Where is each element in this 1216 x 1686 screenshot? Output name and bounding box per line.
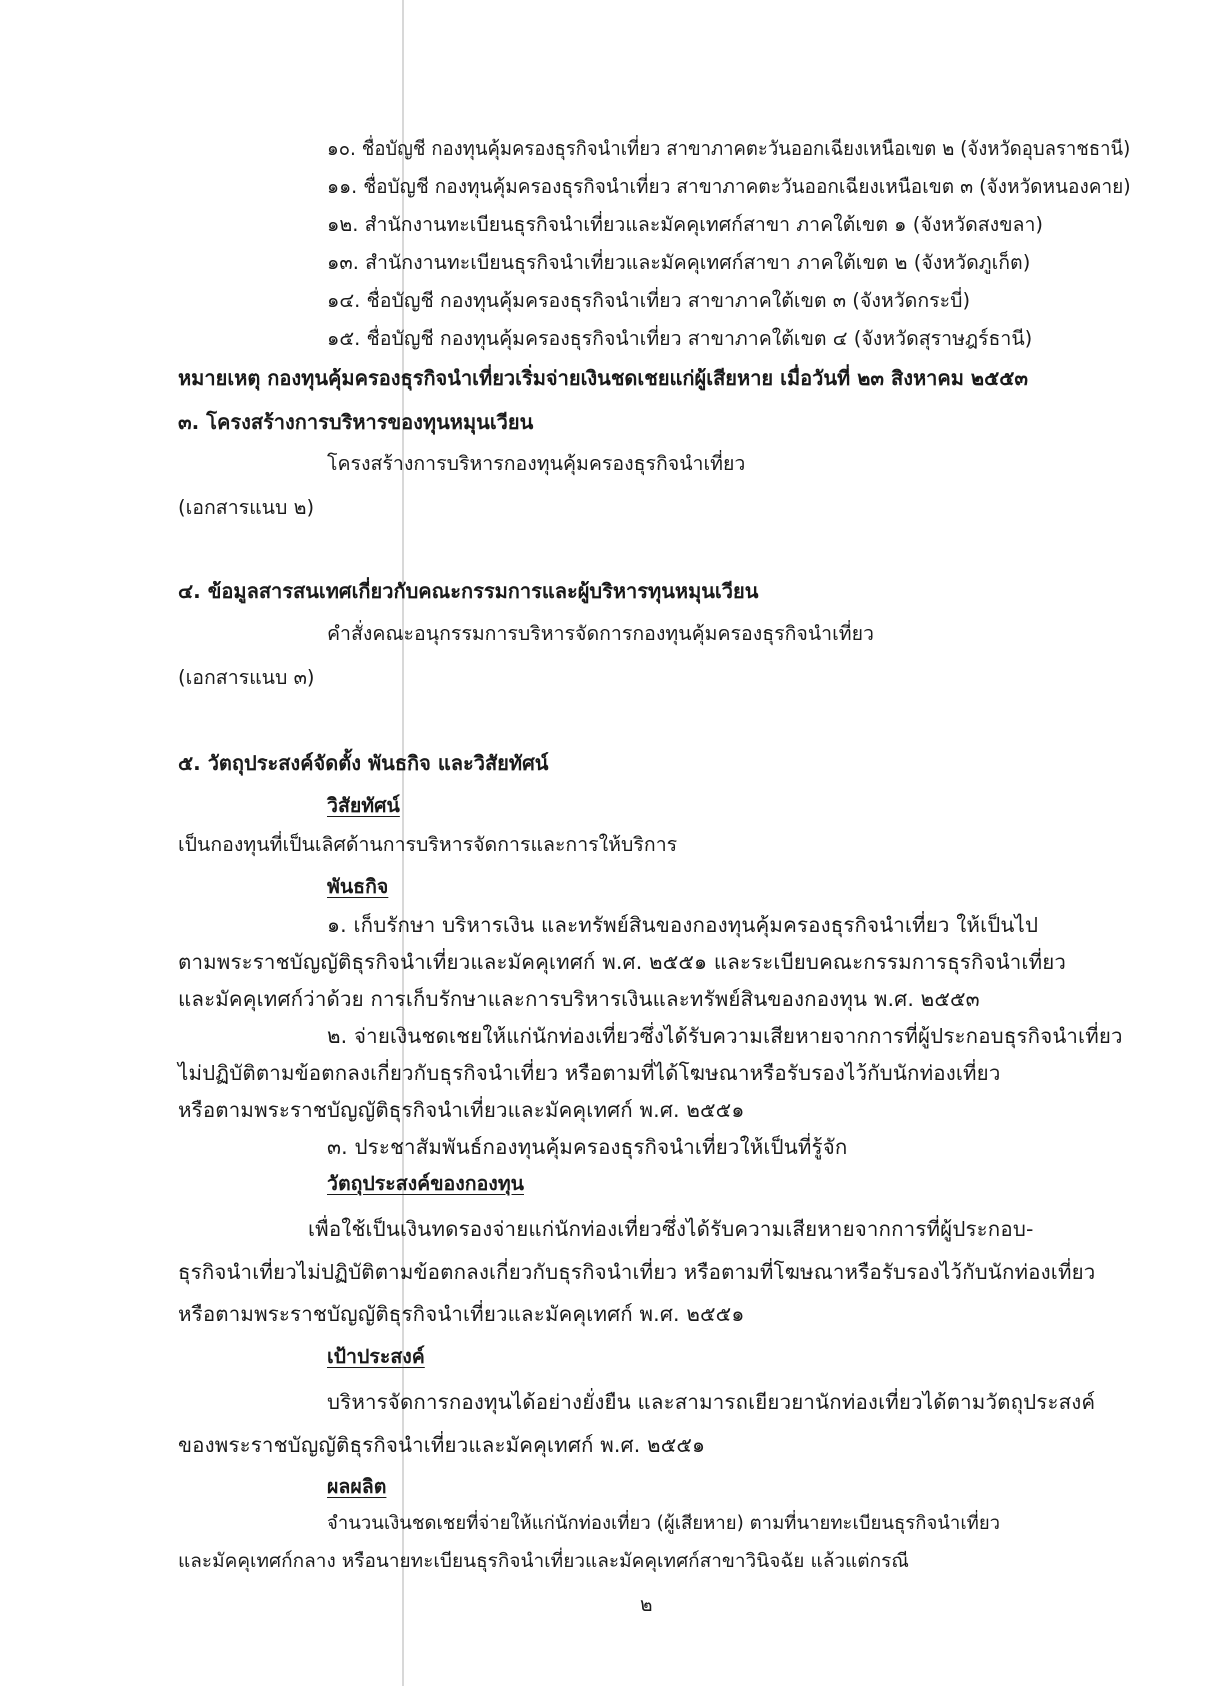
vision-title: วิสัยทัศน์	[327, 794, 400, 817]
output-title: ผลผลิต	[327, 1475, 387, 1498]
mission-line: ไม่ปฏิบัติตามข้อตกลงเกี่ยวกับธุรกิจนำเที่ยว หรือตามที่ได้โฆษณาหรือรับรองไว้กับนักท่องเที่ยว	[178, 1061, 1001, 1085]
mission-line: และมัคคุเทศก์ว่าด้วย การเก็บรักษาและการบริหารเงินและทรัพย์สินของกองทุน พ.ศ. ๒๕๕๓	[178, 987, 980, 1011]
vision-text: เป็นกองทุนที่เป็นเลิศด้านการบริหารจัดการและการให้บริการ	[178, 833, 678, 856]
objective-title: วัตถุประสงค์ของกองทุน	[327, 1172, 524, 1195]
target-title: เป้าประสงค์	[327, 1345, 425, 1368]
section-3-heading: ๓. โครงสร้างการบริหารของทุนหมุนเวียน	[178, 410, 534, 434]
objective-line: หรือตามพระราชบัญญัติธุรกิจนำเที่ยวและมัคคุเทศก์ พ.ศ. ๒๕๕๑	[178, 1302, 745, 1326]
section-4-heading: ๔. ข้อมูลสารสนเทศเกี่ยวกับคณะกรรมการและผู้บริหารทุนหมุนเวียน	[178, 579, 759, 603]
mission-line: ๑. เก็บรักษา บริหารเงิน และทรัพย์สินของกองทุนคุ้มครองธุรกิจนำเที่ยว ให้เป็นไป	[327, 913, 1039, 937]
mission-line: หรือตามพระราชบัญญัติธุรกิจนำเที่ยวและมัคคุเทศก์ พ.ศ. ๒๕๕๑	[178, 1098, 745, 1122]
list-item-13: ๑๓. สำนักงานทะเบียนธุรกิจนำเที่ยวและมัคคุเทศก์สาขา ภาคใต้เขต ๒ (จังหวัดภูเก็ต)	[327, 251, 1031, 274]
section-4-attachment: (เอกสารแนบ ๓)	[178, 666, 315, 689]
page-number: ๒	[640, 1594, 653, 1616]
mission-line: ๒. จ่ายเงินชดเชยให้แก่นักท่องเที่ยวซึ่งได้รับความเสียหายจากการที่ผู้ประกอบธุรกิจนำเที่ยว	[327, 1024, 1123, 1048]
objective-line: ธุรกิจนำเที่ยวไม่ปฏิบัติตามข้อตกลงเกี่ยวกับธุรกิจนำเที่ยว หรือตามที่โฆษณาหรือรับรองไว้กับนักท่องเที่ยว	[178, 1260, 1096, 1284]
mission-line: ตามพระราชบัญญัติธุรกิจนำเที่ยวและมัคคุเทศก์ พ.ศ. ๒๕๕๑ และระเบียบคณะกรรมการธุรกิจนำเที่ยว	[178, 950, 1067, 974]
mission-line: ๓. ประชาสัมพันธ์กองทุนคุ้มครองธุรกิจนำเที่ยวให้เป็นที่รู้จัก	[327, 1135, 848, 1159]
mission-title: พันธกิจ	[327, 875, 389, 898]
output-line: และมัคคุเทศก์กลาง หรือนายทะเบียนธุรกิจนำเที่ยวและมัคคุเทศก์สาขาวินิจฉัย แล้วแต่กรณี	[178, 1550, 909, 1572]
list-item-14: ๑๔. ชื่อบัญชี กองทุนคุ้มครองธุรกิจนำเที่ยว สาขาภาคใต้เขต ๓ (จังหวัดกระบี่)	[327, 289, 971, 312]
section-4-text: คำสั่งคณะอนุกรรมการบริหารจัดการกองทุนคุ้มครองธุรกิจนำเที่ยว	[327, 622, 875, 645]
section-3-attachment: (เอกสารแนบ ๒)	[178, 496, 315, 519]
target-line: บริหารจัดการกองทุนได้อย่างยั่งยืน และสามารถเยียวยานักท่องเที่ยวได้ตามวัตถุประสงค์	[327, 1390, 1096, 1414]
objective-line: เพื่อใช้เป็นเงินทดรองจ่ายแก่นักท่องเที่ยวซึ่งได้รับความเสียหายจากการที่ผู้ประกอบ-	[308, 1217, 1034, 1241]
list-item-15: ๑๕. ชื่อบัญชี กองทุนคุ้มครองธุรกิจนำเที่ยว สาขาภาคใต้เขต ๔ (จังหวัดสุราษฎร์ธานี)	[327, 327, 1033, 350]
list-item-11: ๑๑. ชื่อบัญชี กองทุนคุ้มครองธุรกิจนำเที่ยว สาขาภาคตะวันออกเฉียงเหนือเขต ๓ (จังหวัดหนองคาย)	[327, 175, 1131, 198]
section-5-heading: ๕. วัตถุประสงค์จัดตั้ง พันธกิจ และวิสัยทัศน์	[178, 751, 549, 775]
target-line: ของพระราชบัญญัติธุรกิจนำเที่ยวและมัคคุเทศก์ พ.ศ. ๒๕๕๑	[178, 1433, 706, 1457]
note-text: หมายเหตุ กองทุนคุ้มครองธุรกิจนำเที่ยวเริ่มจ่ายเงินชดเชยแก่ผู้เสียหาย เมื่อวันที่ ๒๓ สิงหาคม ๒๕๕๓	[178, 366, 1029, 390]
list-item-10: ๑๐. ชื่อบัญชี กองทุนคุ้มครองธุรกิจนำเที่ยว สาขาภาคตะวันออกเฉียงเหนือเขต ๒ (จังหวัดอุบลราชธานี)	[327, 137, 1131, 160]
section-3-text: โครงสร้างการบริหารกองทุนคุ้มครองธุรกิจนำเที่ยว	[327, 452, 746, 475]
output-line: จำนวนเงินชดเชยที่จ่ายให้แก่นักท่องเที่ยว (ผู้เสียหาย) ตามที่นายทะเบียนธุรกิจนำเที่ยว	[327, 1513, 1001, 1534]
list-item-12: ๑๒. สำนักงานทะเบียนธุรกิจนำเที่ยวและมัคคุเทศก์สาขา ภาคใต้เขต ๑ (จังหวัดสงขลา)	[327, 213, 1044, 236]
